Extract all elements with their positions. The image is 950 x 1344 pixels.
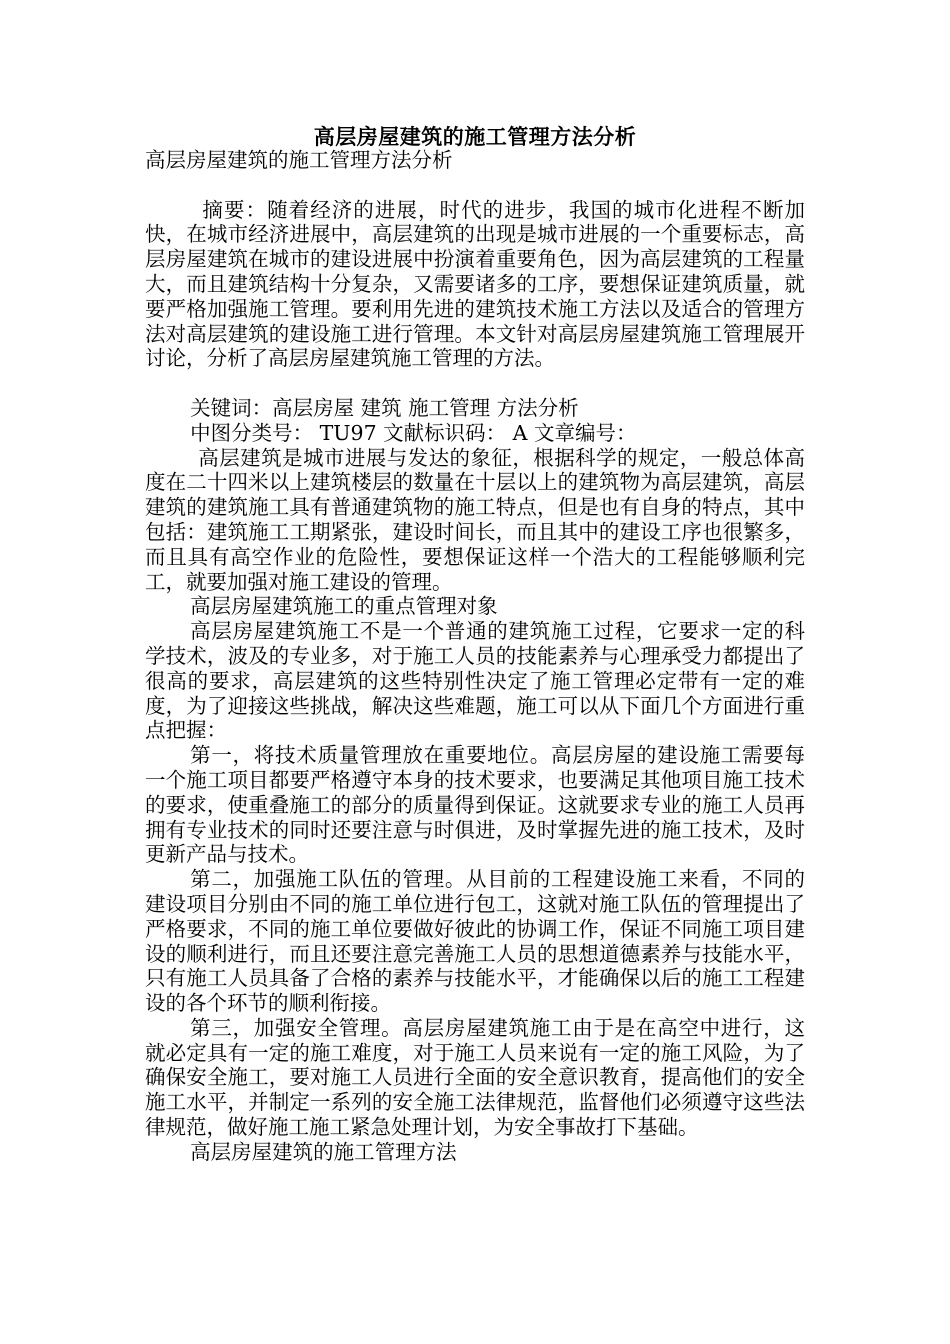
section-paragraph-key-objects: 高层房屋建筑施工不是一个普通的建筑施工过程，它要求一定的科学技术，波及的专业多，对于施工人员的技能素养与心理承受力都提出了很高的要求，高层建筑的这些特别性决定了施工管理必定带有一定的难度，为了迎接这些挑战，解决这些难题，施工可以从下面几个方面进行重点把握： <box>145 619 805 743</box>
intro-paragraph: 高层建筑是城市进展与发达的象征，根据科学的规定，一般总体高度在二十四米以上建筑楼层的数量在十层以上的建筑物为高层建筑，高层建筑的建筑施工具有普通建筑物的施工特点，但是也有自身的特点，其中包括：建筑施工工期紧张，建设时间长，而且其中的建设工序也很繁多，而且具有高空作业的危险性，要想保证这样一个浩大的工程能够顺利完工，就要加强对施工建设的管理。 <box>145 445 805 594</box>
section-heading-methods: 高层房屋建筑的施工管理方法 <box>190 1139 457 1164</box>
document-title: 高层房屋建筑的施工管理方法分析 <box>313 124 637 149</box>
keywords-line: 关键词：高层房屋 建筑 施工管理 方法分析 <box>190 395 579 420</box>
classification-line: 中图分类号： TU97 文献标识码： A 文章编号： <box>190 420 637 445</box>
point-two-paragraph: 第二，加强施工队伍的管理。从目前的工程建设施工来看，不同的建设项目分别由不同的施工单位进行包工，这就对施工队伍的管理提出了严格要求，不同的施工单位要做好彼此的协调工作，保证不同施工项目建设的顺利进行，而且还要注意完善施工人员的思想道德素养与技能水平，只有施工人员具备了合格的素养与技能水平，才能确保以后的施工工程建设的各个环节的顺利衔接。 <box>145 867 805 1016</box>
section-heading-key-objects: 高层房屋建筑施工的重点管理对象 <box>190 594 498 619</box>
document-body <box>145 148 805 1165</box>
point-three-paragraph: 第三，加强安全管理。高层房屋建筑施工由于是在高空中进行，这就必定具有一定的施工难度，对于施工人员来说有一定的施工风险，为了确保安全施工，要对施工人员进行全面的安全意识教育，提高他们的安全施工水平，并制定一系列的安全施工法律规范，监督他们必须遵守这些法律规范，做好施工施工紧急处理计划，为安全事故打下基础。 <box>145 1015 805 1140</box>
spacer <box>145 371 805 396</box>
document-subtitle: 高层房屋建筑的施工管理方法分析 <box>145 148 453 172</box>
point-one-paragraph: 第一，将技术质量管理放在重要地位。高层房屋的建设施工需要每一个施工项目都要严格遵守本身的技术要求，也要满足其他项目施工技术的要求，使重叠施工的部分的质量得到保证。这就要求专业的施工人员再拥有专业技术的同时还要注意与时俱进，及时掌握先进的施工技术，及时更新产品与技术。 <box>145 743 805 867</box>
abstract-paragraph: 摘要：随着经济的进展，时代的进步，我国的城市化进程不断加快，在城市经济进展中，高层建筑的出现是城市进展的一个重要标志，高层房屋建筑在城市的建设进展中扮演着重要角色，因为高层建筑的工程量大，而且建筑结构十分复杂，又需要诸多的工序，要想保证建筑质量，就要严格加强施工管理。要利用先进的建筑技术施工方法以及适合的管理方法对高层建筑的建设施工进行管理。本文针对高层房屋建筑施工管理展开讨论，分析了高层房屋建筑施工管理的方法。 <box>145 197 805 371</box>
